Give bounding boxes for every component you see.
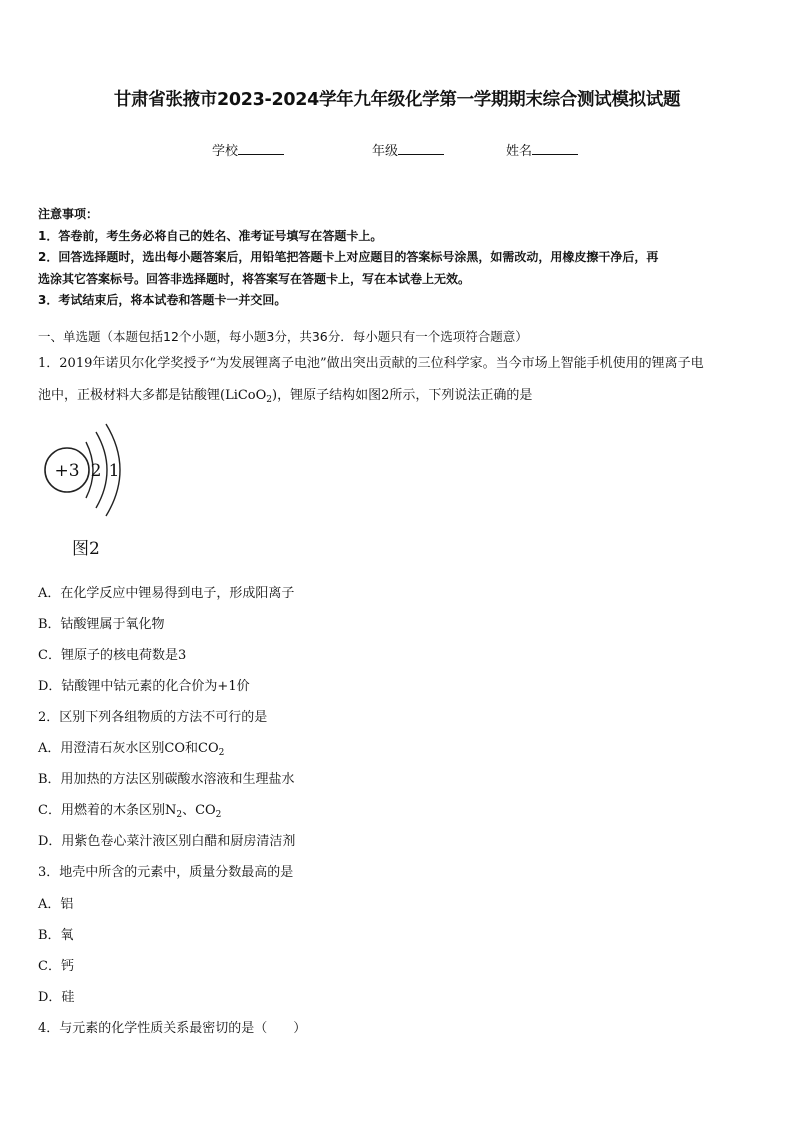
q1-option-a[interactable]: A．在化学反应中锂易得到电子，形成阳离子 bbox=[38, 586, 295, 601]
q2-option-c-text: C．用燃着的木条区别N bbox=[38, 803, 177, 818]
note-item-2a: 2．回答选择题时，选出每小题答案后，用铅笔把答题卡上对应题目的答案标号涂黑，如需改动，用橡皮擦干净后，再 bbox=[38, 250, 659, 264]
grade-label: 年级 bbox=[372, 144, 399, 159]
q1-stem-line2-sub: 2 bbox=[266, 395, 273, 405]
shell-2-electrons: 1 bbox=[108, 461, 120, 481]
note-item-1: 1．答卷前，考生务必将自己的姓名、准考证号填写在答题卡上。 bbox=[38, 228, 383, 243]
grade-blank[interactable] bbox=[398, 142, 444, 155]
q3-stem: 3．地壳中所含的元素中，质量分数最高的是 bbox=[38, 865, 294, 880]
q2-option-b[interactable]: B．用加热的方法区别碳酸水溶液和生理盐水 bbox=[38, 772, 295, 787]
exam-title: 甘肃省张掖市2023-2024学年九年级化学第一学期期末综合测试模拟试题 bbox=[113, 90, 681, 110]
school-blank[interactable] bbox=[238, 142, 284, 155]
q3-option-b[interactable]: B．氧 bbox=[38, 928, 74, 943]
q1-stem-line2-pre: 池中，正极材料大多都是钴酸锂(LiCoO bbox=[38, 388, 267, 403]
q4-stem: 4．与元素的化学性质关系最密切的是（ ） bbox=[38, 1021, 307, 1036]
q1-option-c[interactable]: C．锂原子的核电荷数是3 bbox=[38, 648, 187, 663]
q3-option-d[interactable]: D．硅 bbox=[38, 990, 75, 1005]
q1-stem-line1: 1．2019年诺贝尔化学奖授予“为发展锂离子电池”做出突出贡献的三位科学家。当今市场上智能手机使用的锂离子电 bbox=[38, 356, 704, 371]
q2-option-c[interactable] bbox=[38, 799, 221, 820]
q2-option-a-sub: 2 bbox=[218, 748, 225, 758]
q1-stem-line2-post: )，锂原子结构如图2所示，下列说法正确的是 bbox=[272, 388, 533, 403]
q3-option-c[interactable]: C．钙 bbox=[38, 959, 74, 974]
name-label: 姓名 bbox=[506, 144, 533, 159]
atom-structure-svg bbox=[38, 418, 138, 528]
q2-stem: 2．区别下列各组物质的方法不可行的是 bbox=[38, 710, 268, 725]
shell-1-electrons: 2 bbox=[90, 461, 102, 481]
notes-block bbox=[38, 204, 758, 312]
q2-option-c-mid: 、CO bbox=[182, 803, 216, 818]
name-blank[interactable] bbox=[532, 142, 578, 155]
q1-stem-line2 bbox=[38, 384, 532, 405]
q3-option-a[interactable]: A．铝 bbox=[38, 897, 74, 912]
q2-option-c-sub1: 2 bbox=[176, 810, 183, 820]
grade-field[interactable] bbox=[372, 140, 444, 159]
q2-option-a[interactable] bbox=[38, 737, 224, 758]
name-field[interactable] bbox=[506, 140, 578, 159]
q1-option-d[interactable]: D．钴酸锂中钴元素的化合价为+1价 bbox=[38, 679, 250, 694]
note-item-2b: 选涂其它答案标号。回答非选择题时，将答案写在答题卡上，写在本试卷上无效。 bbox=[38, 271, 471, 286]
q2-option-a-text: A．用澄清石灰水区别CO和CO bbox=[38, 741, 219, 756]
lithium-atom-diagram bbox=[38, 418, 138, 568]
figure-caption: 图2 bbox=[72, 539, 100, 559]
note-item-3: 3．考试结束后，将本试卷和答题卡一并交回。 bbox=[38, 293, 287, 307]
q2-option-d[interactable]: D．用紫色卷心菜汁液区别白醋和厨房清洁剂 bbox=[38, 834, 296, 849]
notes-heading: 注意事项： bbox=[38, 207, 99, 221]
school-field[interactable] bbox=[212, 140, 284, 159]
section-heading: 一、单选题（本题包括12个小题，每小题3分，共36分．每小题只有一个选项符合题意） bbox=[38, 329, 528, 344]
q1-option-b[interactable]: B．钴酸锂属于氧化物 bbox=[38, 617, 165, 632]
q2-option-c-sub2: 2 bbox=[215, 810, 222, 820]
nucleus-label: +3 bbox=[54, 461, 80, 481]
school-label: 学校 bbox=[212, 144, 239, 159]
